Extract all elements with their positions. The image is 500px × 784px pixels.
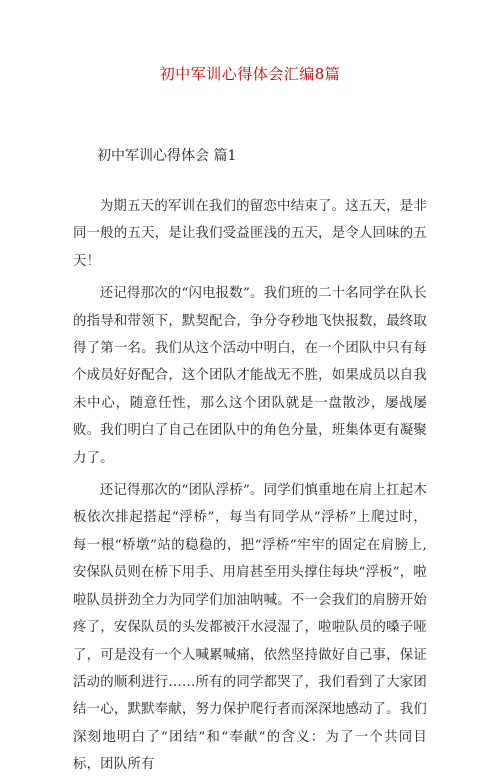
paragraph: 为期五天的军训在我们的留恋中结束了。这五天，是非同一般的五天，是让我们受益匪浅的五天，是令人回味的五天！ — [73, 199, 427, 269]
document-title: 初中军训心得体会汇编8篇 — [159, 65, 341, 83]
section-heading: 初中军训心得体会 篇1 — [97, 148, 237, 164]
paragraph: 还记得那次的“闪电报数”。我们班的二十名同学在队长的指导和带领下，默契配合，争分夺秒地飞快报数，最终取得了第一名。我们从这个活动中明白，在一个团队中只有每个成员好好配合，这个团队才能战无不胜，如果成员以自我未中心，随意任性，那么这个团队就是一盘散沙，屡战屡败。我们明白了自己在团队中的角色分量，班集体更有凝聚力了。 — [73, 286, 427, 466]
body-text — [73, 193, 427, 784]
paragraph: 还记得那次的“团队浮桥”。同学们慎重地在肩上扛起木板依次排起搭起“浮桥”，每当有同学从“浮桥”上爬过时，每一根“桥墩”站的稳稳的，把“浮桥”牢牢的固定在肩膀上, 安保队员则在桥下用手、用肩甚至用头撑住每块“浮板”，啦啦队员拼劲全力为同学们加油呐喊。不一会我们的肩膀开始疼了，安保队员的头发都被汗水浸湿了，啦啦队员的嗓子哑了，可是没有一个人喊累喊痛，依然坚持做好自己事，保证活动的顺利进行……所有的同学都哭了，我们看到了大家团结一心，默默奉献，努力保护爬行者而深深地感动了。我们深刻地明白了“团结”和“奉献”的含义：为了一个共同目标，团队所有 — [73, 483, 427, 773]
